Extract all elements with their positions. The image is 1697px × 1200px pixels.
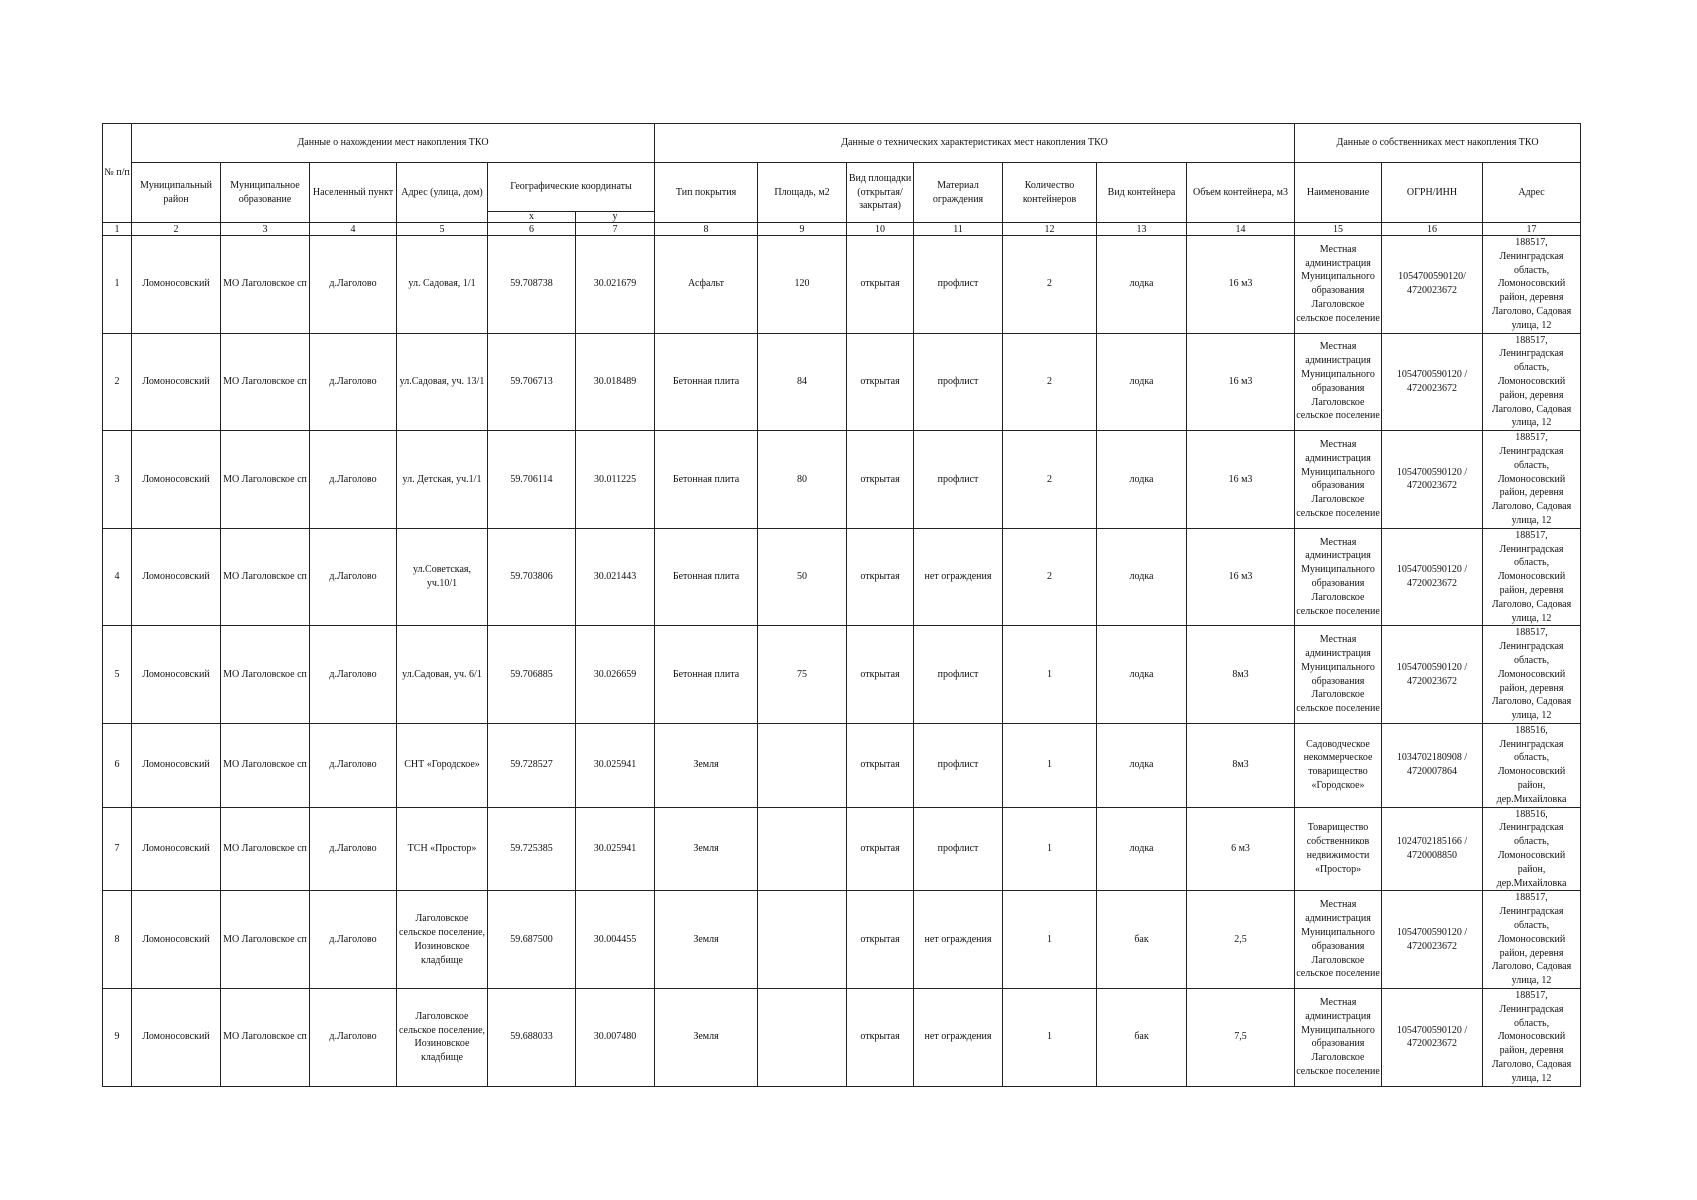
coord-x-cell: 59.728527 <box>488 723 576 807</box>
surface-cell: Земля <box>655 891 758 989</box>
row-number-cell: 5 <box>103 626 132 724</box>
municipality-cell: МО Лаголовское сп <box>221 807 310 891</box>
coord-x-cell: 59.706114 <box>488 431 576 529</box>
municipality-cell: МО Лаголовское сп <box>221 723 310 807</box>
municipality-cell: МО Лаголовское сп <box>221 626 310 724</box>
area-cell: 120 <box>758 236 847 334</box>
fence-cell: профлист <box>914 333 1003 431</box>
owner-name-cell: Местная администрация Муниципального образования Лаголовское сельское поселение <box>1295 236 1382 334</box>
owner-name-cell: Местная администрация Муниципального образования Лаголовское сельское поселение <box>1295 333 1382 431</box>
ogrn-inn-cell: 1054700590120 / 4720023672 <box>1382 626 1483 724</box>
district-cell: Ломоносовский <box>132 626 221 724</box>
row-number-cell: 4 <box>103 528 132 626</box>
coord-y-cell: 30.026659 <box>576 626 655 724</box>
surface-cell: Бетонная плита <box>655 626 758 724</box>
header-ogrn-inn: ОГРН/ИНН <box>1382 163 1483 223</box>
ogrn-inn-cell: 1054700590120 / 4720023672 <box>1382 528 1483 626</box>
row-number-cell: 8 <box>103 891 132 989</box>
site-type-cell: открытая <box>847 431 914 529</box>
header-owner-address: Адрес <box>1483 163 1581 223</box>
table-row <box>103 236 1581 334</box>
container-volume-cell: 16 м3 <box>1187 431 1295 529</box>
ogrn-inn-cell: 1054700590120 / 4720023672 <box>1382 431 1483 529</box>
address-cell: ул.Садовая, уч. 6/1 <box>397 626 488 724</box>
column-number-cell: 12 <box>1003 223 1097 236</box>
settlement-cell: д.Лаголово <box>310 528 397 626</box>
header-coord-x: x <box>488 212 576 223</box>
table-row <box>103 723 1581 807</box>
ogrn-inn-cell: 1034702180908 / 4720007864 <box>1382 723 1483 807</box>
container-type-cell: бак <box>1097 989 1187 1087</box>
settlement-cell: д.Лаголово <box>310 891 397 989</box>
district-cell: Ломоносовский <box>132 807 221 891</box>
district-cell: Ломоносовский <box>132 431 221 529</box>
fence-cell: профлист <box>914 626 1003 724</box>
column-number-cell: 1 <box>103 223 132 236</box>
site-type-cell: открытая <box>847 528 914 626</box>
column-number-cell: 15 <box>1295 223 1382 236</box>
owner-address-cell: 188517, Ленинградская область, Ломоносовский район, деревня Лаголово, Садовая улица, 12 <box>1483 626 1581 724</box>
container-count-cell: 2 <box>1003 236 1097 334</box>
table-row <box>103 891 1581 989</box>
coord-x-cell: 59.688033 <box>488 989 576 1087</box>
settlement-cell: д.Лаголово <box>310 333 397 431</box>
surface-cell: Асфальт <box>655 236 758 334</box>
site-type-cell: открытая <box>847 989 914 1087</box>
address-cell: ТСН «Простор» <box>397 807 488 891</box>
coord-y-cell: 30.007480 <box>576 989 655 1087</box>
owner-address-cell: 188517, Ленинградская область, Ломоносовский район, деревня Лаголово, Садовая улица, 12 <box>1483 431 1581 529</box>
container-type-cell: лодка <box>1097 333 1187 431</box>
owner-name-cell: Местная администрация Муниципального образования Лаголовское сельское поселение <box>1295 989 1382 1087</box>
coord-x-cell: 59.703806 <box>488 528 576 626</box>
address-cell: Лаголовское сельское поселение, Иозиновское кладбище <box>397 891 488 989</box>
table-row <box>103 807 1581 891</box>
column-number-row <box>103 223 1581 236</box>
area-cell: 80 <box>758 431 847 529</box>
container-count-cell: 1 <box>1003 723 1097 807</box>
ogrn-inn-cell: 1054700590120/ 4720023672 <box>1382 236 1483 334</box>
container-type-cell: лодка <box>1097 236 1187 334</box>
coord-y-cell: 30.021679 <box>576 236 655 334</box>
column-number-cell: 10 <box>847 223 914 236</box>
header-container-volume: Объем контейнера, м3 <box>1187 163 1295 223</box>
municipality-cell: МО Лаголовское сп <box>221 333 310 431</box>
area-cell: 50 <box>758 528 847 626</box>
container-type-cell: лодка <box>1097 807 1187 891</box>
area-cell <box>758 891 847 989</box>
site-type-cell: открытая <box>847 236 914 334</box>
site-type-cell: открытая <box>847 891 914 989</box>
container-type-cell: лодка <box>1097 626 1187 724</box>
coord-y-cell: 30.004455 <box>576 891 655 989</box>
header-area: Площадь, м2 <box>758 163 847 223</box>
container-type-cell: бак <box>1097 891 1187 989</box>
container-type-cell: лодка <box>1097 528 1187 626</box>
coord-y-cell: 30.025941 <box>576 723 655 807</box>
container-volume-cell: 16 м3 <box>1187 528 1295 626</box>
registry-body <box>103 223 1581 1087</box>
surface-cell: Бетонная плита <box>655 333 758 431</box>
header-municipality: Муниципальное образование <box>221 163 310 223</box>
container-count-cell: 1 <box>1003 989 1097 1087</box>
row-number-cell: 6 <box>103 723 132 807</box>
registry-sheet <box>102 123 1580 1087</box>
settlement-cell: д.Лаголово <box>310 723 397 807</box>
coord-x-cell: 59.687500 <box>488 891 576 989</box>
settlement-cell: д.Лаголово <box>310 431 397 529</box>
municipality-cell: МО Лаголовское сп <box>221 528 310 626</box>
header-container-type: Вид контейнера <box>1097 163 1187 223</box>
coord-x-cell: 59.708738 <box>488 236 576 334</box>
surface-cell: Бетонная плита <box>655 528 758 626</box>
container-count-cell: 1 <box>1003 891 1097 989</box>
row-number-cell: 1 <box>103 236 132 334</box>
fence-cell: нет ограждения <box>914 528 1003 626</box>
fence-cell: профлист <box>914 723 1003 807</box>
coord-x-cell: 59.706713 <box>488 333 576 431</box>
coord-y-cell: 30.021443 <box>576 528 655 626</box>
container-type-cell: лодка <box>1097 431 1187 529</box>
header-num: № п/п <box>103 124 132 223</box>
owner-name-cell: Местная администрация Муниципального образования Лаголовское сельское поселение <box>1295 626 1382 724</box>
header-fence: Материал ограждения <box>914 163 1003 223</box>
district-cell: Ломоносовский <box>132 891 221 989</box>
municipality-cell: МО Лаголовское сп <box>221 989 310 1087</box>
table-row <box>103 626 1581 724</box>
district-cell: Ломоносовский <box>132 989 221 1087</box>
waste-sites-registry-table <box>102 123 1581 1087</box>
column-number-cell: 4 <box>310 223 397 236</box>
surface-cell: Земля <box>655 807 758 891</box>
column-number-cell: 13 <box>1097 223 1187 236</box>
owner-address-cell: 188517, Ленинградская область, Ломоносовский район, деревня Лаголово, Садовая улица, 12 <box>1483 333 1581 431</box>
column-number-cell: 9 <box>758 223 847 236</box>
column-number-cell: 16 <box>1382 223 1483 236</box>
column-number-cell: 2 <box>132 223 221 236</box>
column-number-cell: 5 <box>397 223 488 236</box>
table-row <box>103 431 1581 529</box>
address-cell: Лаголовское сельское поселение, Иозиновское кладбище <box>397 989 488 1087</box>
owner-address-cell: 188517, Ленинградская область, Ломоносовский район, деревня Лаголово, Садовая улица, 12 <box>1483 236 1581 334</box>
header-coord-y: y <box>576 212 655 223</box>
ogrn-inn-cell: 1054700590120 / 4720023672 <box>1382 333 1483 431</box>
district-cell: Ломоносовский <box>132 528 221 626</box>
row-number-cell: 7 <box>103 807 132 891</box>
address-cell: ул.Садовая, уч. 13/1 <box>397 333 488 431</box>
container-count-cell: 2 <box>1003 528 1097 626</box>
row-number-cell: 3 <box>103 431 132 529</box>
district-cell: Ломоносовский <box>132 333 221 431</box>
owner-address-cell: 188517, Ленинградская область, Ломоносовский район, деревня Лаголово, Садовая улица, 12 <box>1483 891 1581 989</box>
column-number-cell: 11 <box>914 223 1003 236</box>
ogrn-inn-cell: 1054700590120 / 4720023672 <box>1382 891 1483 989</box>
site-type-cell: открытая <box>847 626 914 724</box>
address-cell: ул. Садовая, 1/1 <box>397 236 488 334</box>
settlement-cell: д.Лаголово <box>310 236 397 334</box>
column-number-cell: 8 <box>655 223 758 236</box>
fence-cell: нет ограждения <box>914 989 1003 1087</box>
column-number-cell: 14 <box>1187 223 1295 236</box>
container-volume-cell: 16 м3 <box>1187 236 1295 334</box>
header-settlement: Населенный пункт <box>310 163 397 223</box>
surface-cell: Земля <box>655 723 758 807</box>
column-number-cell: 17 <box>1483 223 1581 236</box>
owner-address-cell: 188517, Ленинградская область, Ломоносовский район, деревня Лаголово, Садовая улица, 12 <box>1483 528 1581 626</box>
header-group-owners: Данные о собственниках мест накопления ТКО <box>1295 124 1581 163</box>
header-district: Муниципальный район <box>132 163 221 223</box>
header-surface: Тип покрытия <box>655 163 758 223</box>
district-cell: Ломоносовский <box>132 236 221 334</box>
header-address: Адрес (улица, дом) <box>397 163 488 223</box>
column-number-cell: 3 <box>221 223 310 236</box>
header-group-technical: Данные о технических характеристиках мест накопления ТКО <box>655 124 1295 163</box>
site-type-cell: открытая <box>847 807 914 891</box>
address-cell: ул. Детская, уч.1/1 <box>397 431 488 529</box>
area-cell <box>758 989 847 1087</box>
area-cell <box>758 807 847 891</box>
table-row <box>103 989 1581 1087</box>
municipality-cell: МО Лаголовское сп <box>221 236 310 334</box>
container-volume-cell: 8м3 <box>1187 723 1295 807</box>
site-type-cell: открытая <box>847 333 914 431</box>
fence-cell: нет ограждения <box>914 891 1003 989</box>
container-count-cell: 2 <box>1003 431 1097 529</box>
owner-name-cell: Местная администрация Муниципального образования Лаголовское сельское поселение <box>1295 528 1382 626</box>
area-cell <box>758 723 847 807</box>
area-cell: 84 <box>758 333 847 431</box>
address-cell: СНТ «Городское» <box>397 723 488 807</box>
container-count-cell: 1 <box>1003 626 1097 724</box>
row-number-cell: 9 <box>103 989 132 1087</box>
ogrn-inn-cell: 1054700590120 / 4720023672 <box>1382 989 1483 1087</box>
address-cell: ул.Советская, уч.10/1 <box>397 528 488 626</box>
owner-address-cell: 188516, Ленинградская область, Ломоносовский район, дер.Михайловка <box>1483 807 1581 891</box>
header-site-type: Вид площадки (открытая/закрытая) <box>847 163 914 223</box>
settlement-cell: д.Лаголово <box>310 989 397 1087</box>
owner-name-cell: Садоводческое некоммерческое товарищество «Городское» <box>1295 723 1382 807</box>
column-number-cell: 6 <box>488 223 576 236</box>
owner-name-cell: Товарищество собственников недвижимости «Простор» <box>1295 807 1382 891</box>
site-type-cell: открытая <box>847 723 914 807</box>
container-volume-cell: 6 м3 <box>1187 807 1295 891</box>
owner-name-cell: Местная администрация Муниципального образования Лаголовское сельское поселение <box>1295 891 1382 989</box>
coord-y-cell: 30.018489 <box>576 333 655 431</box>
container-volume-cell: 2,5 <box>1187 891 1295 989</box>
fence-cell: профлист <box>914 807 1003 891</box>
coord-x-cell: 59.725385 <box>488 807 576 891</box>
surface-cell: Земля <box>655 989 758 1087</box>
header-owner-name: Наименование <box>1295 163 1382 223</box>
container-count-cell: 1 <box>1003 807 1097 891</box>
column-number-cell: 7 <box>576 223 655 236</box>
settlement-cell: д.Лаголово <box>310 626 397 724</box>
table-row <box>103 528 1581 626</box>
owner-address-cell: 188517, Ленинградская область, Ломоносовский район, деревня Лаголово, Садовая улица, 12 <box>1483 989 1581 1087</box>
surface-cell: Бетонная плита <box>655 431 758 529</box>
header-group-location: Данные о нахождении мест накопления ТКО <box>132 124 655 163</box>
fence-cell: профлист <box>914 431 1003 529</box>
municipality-cell: МО Лаголовское сп <box>221 431 310 529</box>
row-number-cell: 2 <box>103 333 132 431</box>
fence-cell: профлист <box>914 236 1003 334</box>
area-cell: 75 <box>758 626 847 724</box>
municipality-cell: МО Лаголовское сп <box>221 891 310 989</box>
coord-x-cell: 59.706885 <box>488 626 576 724</box>
container-type-cell: лодка <box>1097 723 1187 807</box>
owner-address-cell: 188516, Ленинградская область, Ломоносовский район, дер.Михайловка <box>1483 723 1581 807</box>
ogrn-inn-cell: 1024702185166 / 4720008850 <box>1382 807 1483 891</box>
header-container-count: Количество контейнеров <box>1003 163 1097 223</box>
container-volume-cell: 8м3 <box>1187 626 1295 724</box>
district-cell: Ломоносовский <box>132 723 221 807</box>
container-volume-cell: 7,5 <box>1187 989 1295 1087</box>
coord-y-cell: 30.011225 <box>576 431 655 529</box>
table-row <box>103 333 1581 431</box>
container-volume-cell: 16 м3 <box>1187 333 1295 431</box>
container-count-cell: 2 <box>1003 333 1097 431</box>
header-coordinates: Географические координаты <box>488 163 655 212</box>
coord-y-cell: 30.025941 <box>576 807 655 891</box>
owner-name-cell: Местная администрация Муниципального образования Лаголовское сельское поселение <box>1295 431 1382 529</box>
settlement-cell: д.Лаголово <box>310 807 397 891</box>
